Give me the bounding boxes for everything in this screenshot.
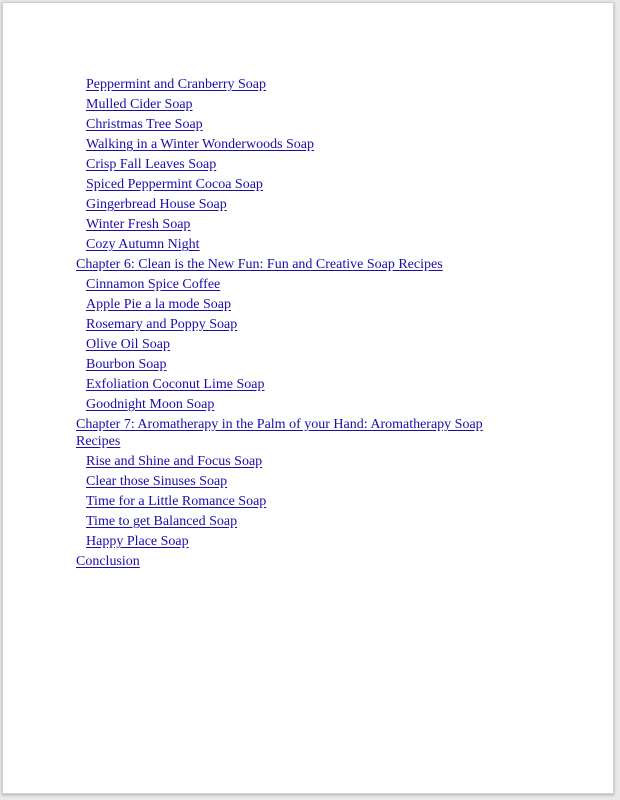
toc-link-clear-those-sinuses-soap[interactable]: Clear those Sinuses Soap (86, 474, 228, 489)
toc-link-cozy-autumn-night[interactable]: Cozy Autumn Night (86, 237, 200, 252)
toc-link-apple-pie-a-la-mode-soap[interactable]: Apple Pie a la mode Soap (86, 297, 232, 312)
toc-link-gingerbread-house-soap[interactable]: Gingerbread House Soap (86, 197, 227, 212)
toc-link-walking-in-a-winter-wonderwoods-soap[interactable]: Walking in a Winter Wonderwoods Soap (86, 137, 315, 152)
toc-link-crisp-fall-leaves-soap[interactable]: Crisp Fall Leaves Soap (86, 157, 217, 172)
toc-link-goodnight-moon-soap[interactable]: Goodnight Moon Soap (86, 397, 215, 412)
toc-link-time-for-a-little-romance-soap[interactable]: Time for a Little Romance Soap (86, 494, 267, 509)
toc-link-cinnamon-spice-coffee[interactable]: Cinnamon Spice Coffee (86, 277, 221, 292)
document-page (2, 2, 614, 794)
toc-link-conclusion[interactable]: Conclusion (76, 554, 140, 569)
toc-link-rosemary-and-poppy-soap[interactable]: Rosemary and Poppy Soap (86, 317, 238, 332)
toc-link-mulled-cider-soap[interactable]: Mulled Cider Soap (86, 97, 193, 112)
toc-link-peppermint-and-cranberry-soap[interactable]: Peppermint and Cranberry Soap (86, 77, 267, 92)
toc-link-spiced-peppermint-cocoa-soap[interactable]: Spiced Peppermint Cocoa Soap (86, 177, 263, 192)
toc-link-chapter-6[interactable]: Chapter 6: Clean is the New Fun: Fun and Creative Soap Recipes (76, 257, 443, 272)
toc-link-rise-and-shine-and-focus-soap[interactable]: Rise and Shine and Focus Soap (86, 454, 263, 469)
toc-link-exfoliation-coconut-lime-soap[interactable]: Exfoliation Coconut Lime Soap (86, 377, 265, 392)
toc-link-chapter-7[interactable]: Chapter 7: Aromatherapy in the Palm of your Hand: Aromatherapy Soap Recipes (76, 417, 483, 449)
toc-link-winter-fresh-soap[interactable]: Winter Fresh Soap (86, 217, 191, 232)
toc-link-bourbon-soap[interactable]: Bourbon Soap (86, 357, 167, 372)
toc-link-time-to-get-balanced-soap[interactable]: Time to get Balanced Soap (86, 514, 238, 529)
toc-link-happy-place-soap[interactable]: Happy Place Soap (86, 534, 189, 549)
toc-link-olive-oil-soap[interactable]: Olive Oil Soap (86, 337, 170, 352)
toc-link-christmas-tree-soap[interactable]: Christmas Tree Soap (86, 117, 203, 132)
table-of-contents (76, 76, 516, 570)
